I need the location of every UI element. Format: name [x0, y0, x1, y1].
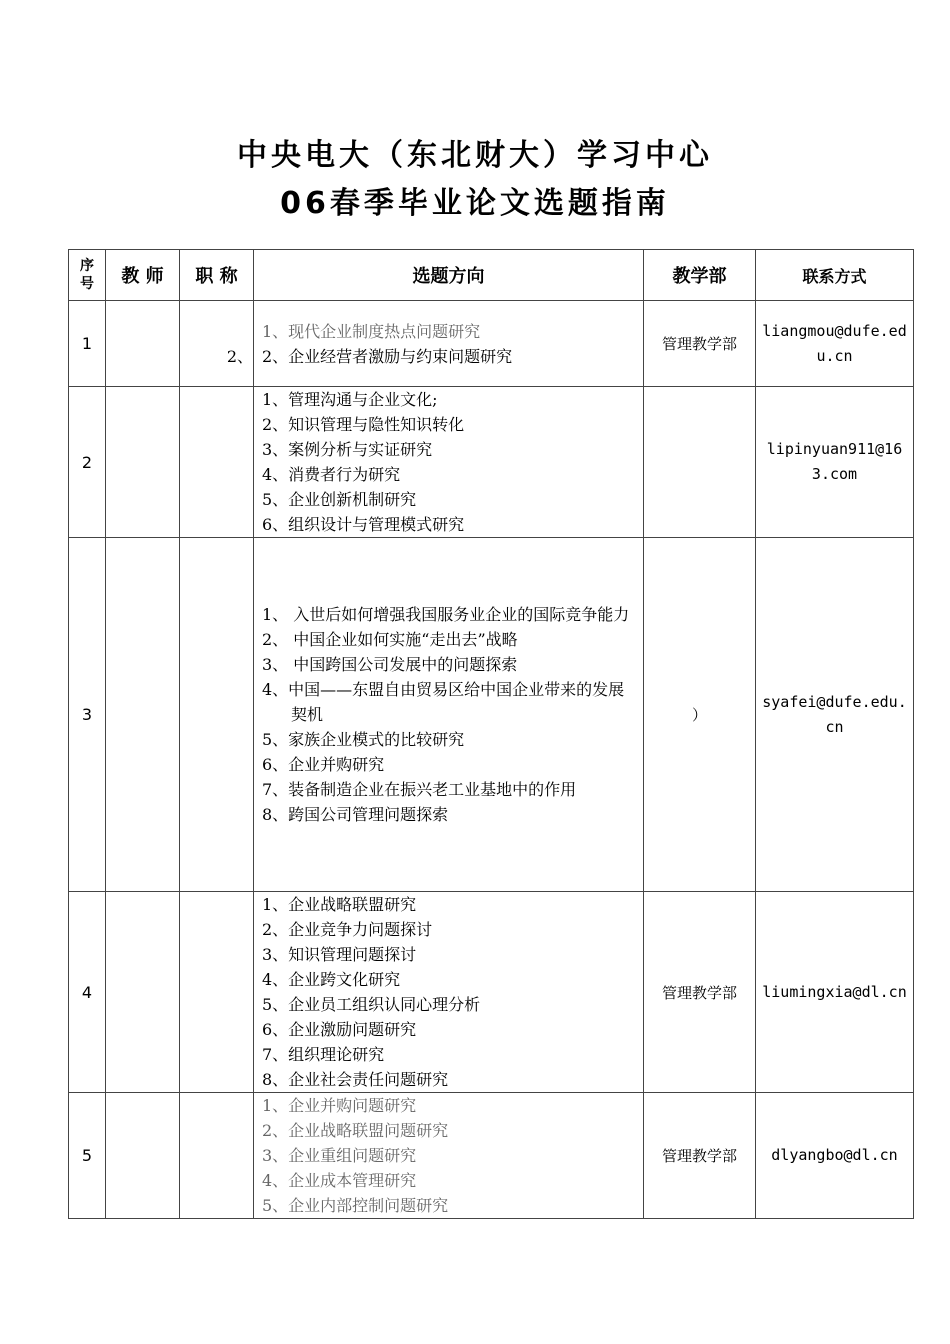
table-header-row: [69, 250, 914, 301]
topic-item: 3、 中国跨国公司发展中的问题探索: [262, 655, 518, 674]
topic-item: 1、现代企业制度热点问题研究: [262, 321, 481, 341]
row-contact: liangmou@dufe.edu.cn: [756, 301, 914, 387]
row-rank: [180, 387, 254, 538]
row-teacher: [106, 1093, 180, 1219]
header-index: [69, 250, 106, 301]
topic-item: 7、组织理论研究: [262, 1045, 385, 1064]
topic-item: 5、家族企业模式的比较研究: [262, 730, 465, 749]
table-row: [69, 387, 914, 538]
topic-item: 3、知识管理问题探讨: [262, 945, 417, 964]
topic-item: 2、企业竞争力问题探讨: [262, 920, 433, 939]
page-subtitle: 06春季毕业论文选题指南: [280, 186, 670, 221]
row-topics: [254, 387, 644, 538]
row-index: 5: [69, 1093, 106, 1219]
topic-item: 5、企业创新机制研究: [262, 490, 417, 509]
topic-item: 5、企业内部控制问题研究: [262, 1196, 449, 1215]
row-dept: 管理教学部: [644, 1093, 756, 1219]
row-index: 2: [69, 387, 106, 538]
topic-item: 5、企业员工组织认同心理分析: [262, 995, 481, 1014]
row-dept: 管理教学部: [644, 892, 756, 1093]
topic-item: 6、企业并购研究: [262, 755, 385, 774]
topic-item: 1、 入世后如何增强我国服务业企业的国际竞争能力: [262, 605, 630, 624]
topic-item: 6、企业激励问题研究: [262, 1020, 417, 1039]
row-teacher: [106, 301, 180, 387]
header-dept: 教学部: [644, 250, 756, 301]
topic-item: 8、企业社会责任问题研究: [262, 1070, 449, 1089]
row-dept: ）: [644, 538, 756, 892]
topic-item: 2、企业经营者激励与约束问题研究: [262, 346, 513, 366]
rank-text: 2、: [226, 347, 253, 366]
row-index: 4: [69, 892, 106, 1093]
page-title: 中央电大（东北财大）学习中心: [237, 138, 713, 173]
row-topics: [254, 892, 644, 1093]
table-row: [69, 1093, 914, 1219]
topics-table: [68, 249, 914, 1219]
topic-item: 2、 中国企业如何实施“走出去”战略: [262, 630, 518, 649]
row-teacher: [106, 892, 180, 1093]
topic-item: 7、装备制造企业在振兴老工业基地中的作用: [262, 780, 577, 799]
header-rank: 职 称: [180, 250, 254, 301]
row-topics: [254, 538, 644, 892]
topic-item: 2、知识管理与隐性知识转化: [262, 415, 465, 434]
row-dept: [644, 387, 756, 538]
topic-item: 4、企业成本管理研究: [262, 1171, 417, 1190]
row-topics: [254, 301, 644, 387]
topic-item: 2、企业战略联盟问题研究: [262, 1121, 449, 1140]
row-topics: [254, 1093, 644, 1219]
topic-item: 4、企业跨文化研究: [262, 970, 401, 989]
topic-item: 1、管理沟通与企业文化;: [262, 390, 438, 409]
row-rank: [180, 892, 254, 1093]
topic-item: 1、企业并购问题研究: [262, 1096, 417, 1115]
topic-item: 1、企业战略联盟研究: [262, 895, 417, 914]
header-teacher: 教 师: [106, 250, 180, 301]
row-rank: [180, 1093, 254, 1219]
topic-item: 3、案例分析与实证研究: [262, 440, 433, 459]
header-contact: 联系方式: [756, 250, 914, 301]
topic-item: 4、消费者行为研究: [262, 465, 401, 484]
row-rank: [180, 538, 254, 892]
row-teacher: [106, 538, 180, 892]
row-contact: lipinyuan911@163.com: [756, 387, 914, 538]
table-row: [69, 892, 914, 1093]
row-teacher: [106, 387, 180, 538]
table-row: [69, 301, 914, 387]
row-index: 1: [69, 301, 106, 387]
row-contact: syafei@dufe.edu.cn: [756, 538, 914, 892]
topic-item: 6、组织设计与管理模式研究: [262, 515, 465, 534]
topic-item: 4、中国——东盟自由贸易区给中国企业带来的发展契机: [262, 680, 625, 724]
header-topics: 选题方向: [254, 250, 644, 301]
row-index: 3: [69, 538, 106, 892]
header-index-label: 序号: [80, 258, 94, 292]
topic-item: 3、企业重组问题研究: [262, 1146, 417, 1165]
row-contact: liumingxia@dl.cn: [756, 892, 914, 1093]
topic-item: 8、跨国公司管理问题探索: [262, 805, 449, 824]
row-dept: 管理教学部: [644, 301, 756, 387]
table-row: [69, 538, 914, 892]
row-rank: [180, 301, 254, 387]
row-contact: dlyangbo@dl.cn: [756, 1093, 914, 1219]
